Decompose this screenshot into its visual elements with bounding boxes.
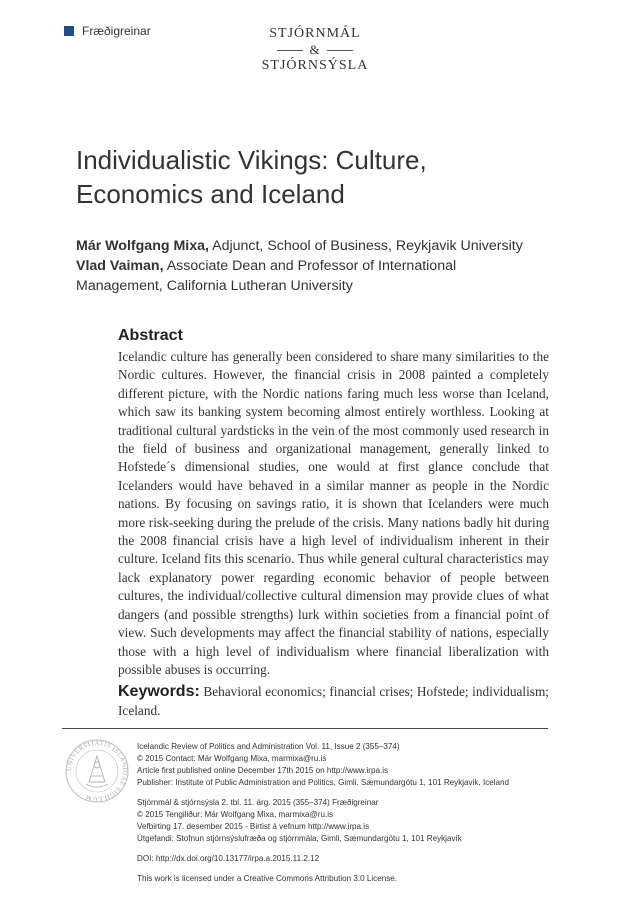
abstract-section (118, 326, 549, 720)
footer-line: Vefbirting 17. desember 2015 - Birtist á vefnum http://www.irpa.is (137, 822, 370, 831)
seal-text: UNIVERSITATIS ISLANDIAE SIGILLUM (65, 739, 129, 803)
author-affiliation: Associate Dean and Professor of International Management, California Lutheran University (76, 258, 457, 294)
masthead-rule-right (327, 50, 353, 51)
author-entry (76, 256, 546, 296)
license-line: This work is licensed under a Creative Commons Attribution 3.0 License. (137, 874, 398, 883)
footer-line: Icelandic Review of Politics and Administration Vol. 11, Issue 2 (355–374) (137, 742, 400, 751)
section-label: Fræðigreinar (82, 24, 151, 38)
author-name: Vlad Vaiman, (76, 258, 164, 274)
footer-spacer (137, 865, 549, 873)
section-tag (64, 24, 151, 38)
masthead-line-1: STJÓRNMÁL (269, 26, 361, 41)
footer-spacer (137, 789, 549, 797)
footer-line: © 2015 Tengiliður: Már Wolfgang Mixa, marmixa@ru.is (137, 810, 334, 819)
abstract-heading: Abstract (118, 327, 183, 344)
keywords-label: Keywords: (118, 683, 200, 701)
masthead-rule-left (277, 50, 303, 51)
doi-line: DOI: http://dx.doi.org/10.13177/irpa.a.2015.11.2.12 (137, 854, 320, 863)
publication-info (137, 741, 549, 885)
footer-line: Publisher: Institute of Public Administration and Politics, Gimli, Sæmundargötu 1, 101 Reykjavik, Iceland (137, 778, 510, 787)
footer-line: Article first published online December 17th 2015 on http://www.irpa.is (137, 766, 389, 775)
keywords-list: Behavioral economics; financial crises; Hofstede; individualism; Iceland. (118, 684, 549, 718)
masthead-amp-row (250, 42, 380, 58)
university-seal-icon (64, 738, 130, 804)
footer-line: © 2015 Contact: Már Wolfgang Mixa, marmixa@ru.is (137, 754, 327, 763)
journal-masthead (250, 26, 380, 74)
author-affiliation: Adjunct, School of Business, Reykjavik University (208, 238, 523, 254)
author-list (76, 236, 546, 296)
footer-spacer (137, 845, 549, 853)
keywords (118, 683, 549, 720)
masthead-line-2: STJÓRNSÝSLA (261, 58, 369, 73)
footer-line: Stjórnmál & stjórnsýsla 2. tbl. 11. árg. 2015 (355–374) Fræðigreinar (137, 798, 379, 807)
abstract-text: Icelandic culture has generally been considered to share many similarities to the Nordic cultures. However, the financial crisis in 2008 painted a completely different picture, with the Nordic nations faring much less worse than Iceland, which saw its banking system becoming almost entirely worthless. Looking at traditional cultural yardsticks in the vein of the most commonly used research in the field of business and organizational management, generally linked to Hofstede´s dimensional studies, one would at first glance conclude that Icelanders would have behaved in a similar manner as people in the Nordic nations. By focusing on savings ratio, it is shown that Icelanders were much more risk-seeking during the prelude of the crisis. Many nations badly hit during the 2008 financial crisis have a high level of individualism inherent in their culture. Iceland fits this scenario. Thus while general cultural characteristics may lack explanatory power regarding economic behavior of people between cultures, the individual/collective cultural dimension may provide clues of what dangers (and possible strengths) lurk within societies from a financial point of view. Such developments may affect the financial stability of nations, especially those with a high level of individualism where financial liberalization with possible abuses is occurring. (118, 349, 549, 677)
author-name: Már Wolfgang Mixa, (76, 238, 209, 254)
footer-divider (62, 728, 548, 729)
masthead-amp: & (309, 42, 321, 57)
section-square-icon (64, 26, 74, 36)
author-entry (76, 236, 546, 256)
footer-line: Útgefandi: Stofnun stjórnsýslufræða og stjórnmála, Gimli, Sæmundargötu 1, 101 Reykjavík (137, 834, 462, 843)
article-title: Individualistic Vikings: Culture, Economics and Iceland (76, 145, 427, 209)
